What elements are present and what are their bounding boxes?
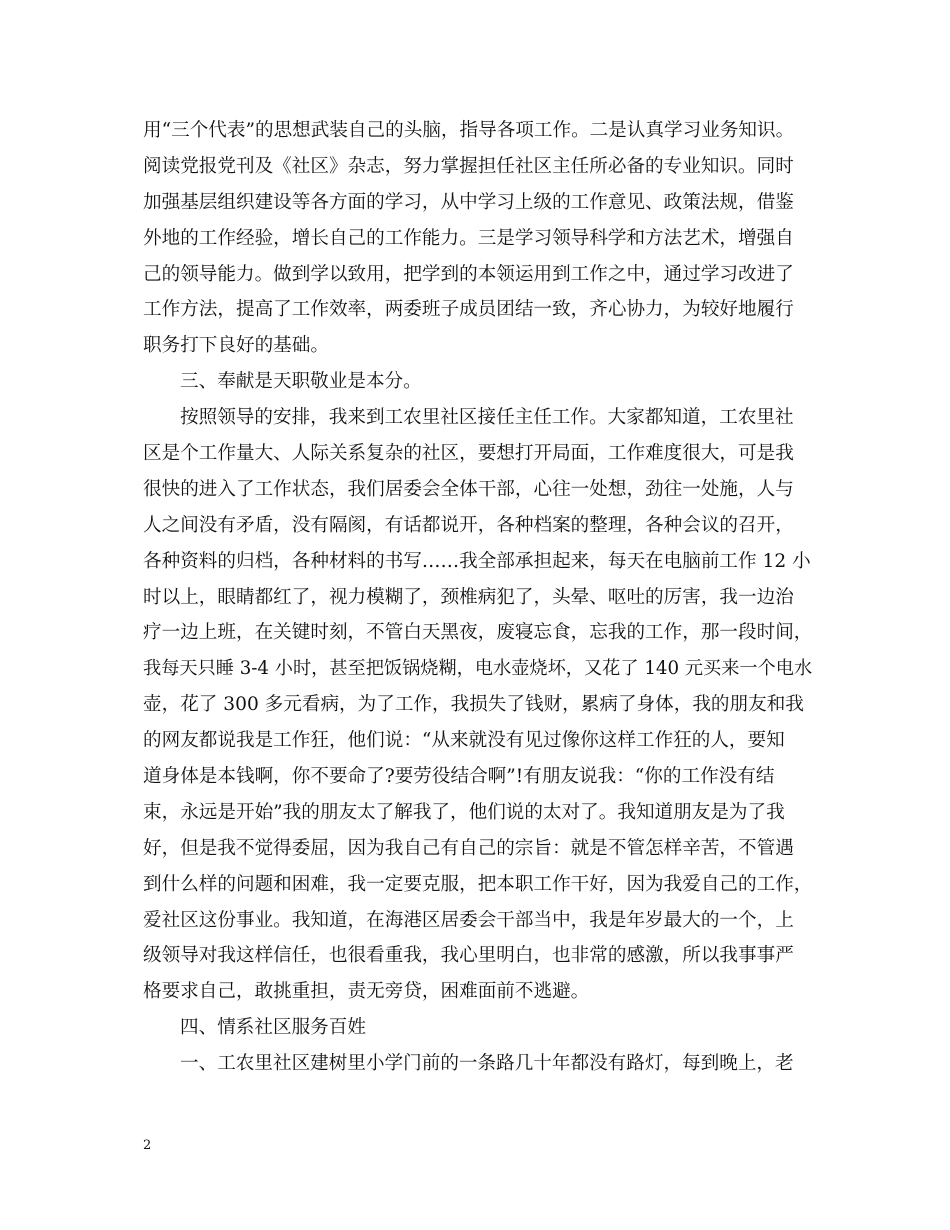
text-line: 按照领导的安排，我来到工农里社区接任主任工作。大家都知道，工农里社: [180, 407, 794, 429]
text-line: 级领导对我这样信任，也很看重我，我心里明白，也非常的感激，所以我事事严: [143, 945, 794, 967]
text-line: 道身体是本钱啊，你不要命了?要劳役结合啊”!有朋友说我：“你的工作没有结: [143, 766, 775, 788]
text-line: 人之间没有矛盾，没有隔阂，有话都说开，各种档案的整理，各种会议的召开，: [143, 514, 794, 536]
text-line: 工作方法，提高了工作效率，两委班子成员团结一致，齐心协力，为较好地履行: [143, 299, 794, 321]
text-line: 外地的工作经验，增长自己的工作能力。三是学习领导科学和方法艺术，增强自: [143, 227, 794, 249]
text-line: 的网友都说我是工作狂，他们说：“从来就没有见过像你这样工作狂的人，要知: [143, 730, 785, 752]
text-line: 格要求自己，敢挑重担，责无旁贷，困难面前不逃避。: [143, 981, 590, 1003]
text-line: 各种资料的归档，各种材料的书写……我全部承担起来，每天在电脑前工作 12 小: [143, 550, 811, 572]
text-line: 职务打下良好的基础。: [143, 335, 329, 357]
text-line: 加强基层组织建设等各方面的学习，从中学习上级的工作意见、政策法规，借鉴: [143, 191, 794, 213]
text-line: 阅读党报党刊及《社区》杂志，努力掌握担任社区主任所必备的专业知识。同时: [143, 155, 794, 177]
text-line: 疗一边上班，在关键时刻，不管白天黑夜，废寝忘食，忘我的工作，那一段时间，: [143, 622, 813, 644]
page-number: 2: [143, 1138, 152, 1153]
text-line: 很快的进入了工作状态，我们居委会全体干部，心往一处想，劲往一处施，人与: [143, 478, 794, 500]
text-line: 我每天只睡 3-4 小时，甚至把饭锅烧糊，电水壶烧坏，又花了 140 元买来一个电水: [143, 658, 813, 680]
text-line: 时以上，眼睛都红了，视力模糊了，颈椎病犯了，头晕、呕吐的厉害，我一边治: [143, 586, 794, 608]
text-line: 到什么样的问题和困难，我一定要克服，把本职工作干好，因为我爱自己的工作，: [143, 873, 813, 895]
text-line: 区是个工作量大、人际关系复杂的社区，要想打开局面，工作难度很大，可是我: [143, 443, 794, 465]
body-text: [143, 113, 813, 1082]
text-line: 好，但是我不觉得委屈，因为我自己有自己的宗旨：就是不管怎样辛苦，不管遇: [143, 837, 794, 859]
text-line: 己的领导能力。做到学以致用，把学到的本领运用到工作之中，通过学习改进了: [143, 263, 794, 285]
text-line: 一、工农里社区建树里小学门前的一条路几十年都没有路灯，每到晚上，老: [180, 1053, 794, 1075]
text-line: 用“三个代表”的思想武装自己的头脑，指导各项工作。二是认真学习业务知识。: [143, 120, 795, 141]
text-line: 三、奉献是天职敬业是本分。: [180, 371, 422, 393]
text-line: 爱社区这份事业。我知道，在海港区居委会干部当中，我是年岁最大的一个，上: [143, 909, 794, 931]
text-line: 四、情系社区服务百姓: [180, 1017, 366, 1039]
text-line: 束，永远是开始”我的朋友太了解我了，他们说的太对了。我知道朋友是为了我: [143, 801, 785, 823]
text-line: 壶，花了 300 多元看病，为了工作，我损失了钱财，累病了身体，我的朋友和我: [143, 694, 804, 716]
